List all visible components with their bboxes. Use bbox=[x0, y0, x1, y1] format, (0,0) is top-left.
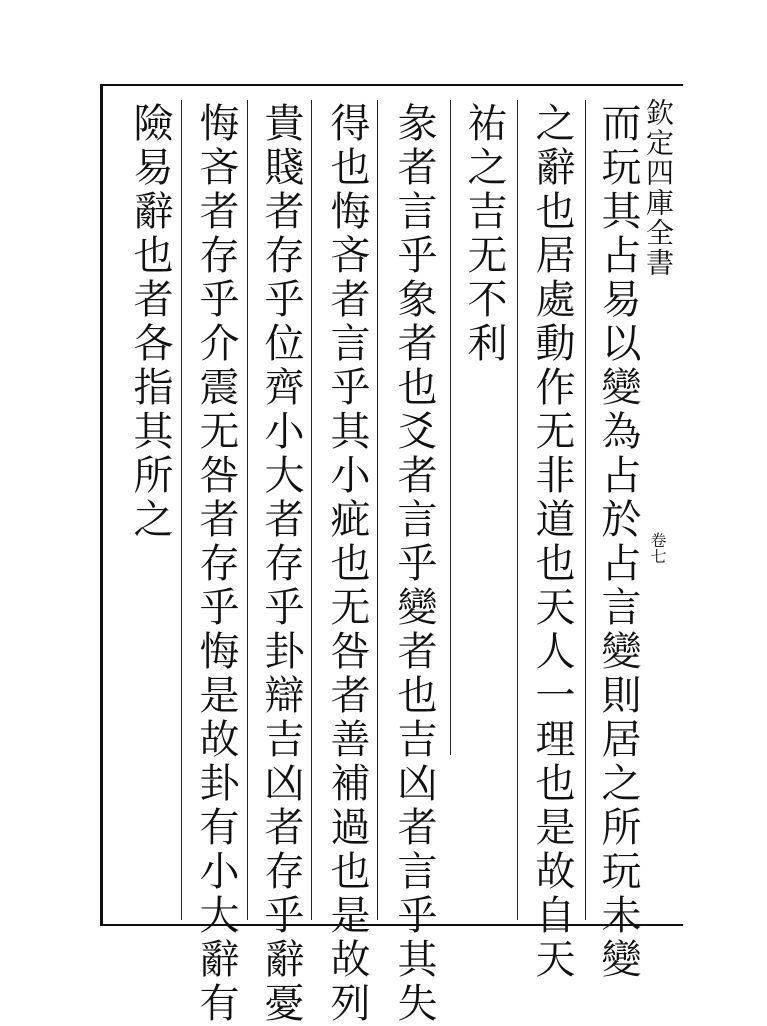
text-column-8: 險易辭也者各指其所之 bbox=[127, 102, 173, 542]
column-rule bbox=[311, 100, 312, 920]
text-column-4: 彖者言乎象者也爻者言乎變者也吉凶者言乎其失 bbox=[391, 102, 437, 1026]
text-column-2: 之辭也居處動作无非道也天人一理也是故自天 bbox=[529, 102, 575, 982]
column-rule bbox=[450, 100, 451, 755]
column-rule bbox=[517, 100, 518, 920]
text-column-3: 祐之吉无不利 bbox=[461, 102, 507, 366]
book-title: 欽定四庫全書 bbox=[642, 98, 675, 278]
text-column-7: 悔吝者存乎介震无咎者存乎悔是故卦有小大辭有 bbox=[193, 102, 239, 1026]
text-column-5: 得也悔吝者言乎其小疵也无咎者善補過也是故列 bbox=[324, 102, 370, 1026]
text-column-1: 而玩其占易以變為占於占言變則居之所玩未變 bbox=[595, 102, 641, 982]
column-rule bbox=[181, 100, 182, 920]
volume-label: 卷七 bbox=[648, 532, 667, 564]
column-rule bbox=[585, 100, 586, 920]
page-margin bbox=[643, 92, 673, 922]
column-rule bbox=[377, 100, 378, 920]
text-column-6: 貴賤者存乎位齊小大者存乎卦辯吉凶者存乎辭憂 bbox=[258, 102, 304, 1026]
column-rule bbox=[247, 100, 248, 920]
